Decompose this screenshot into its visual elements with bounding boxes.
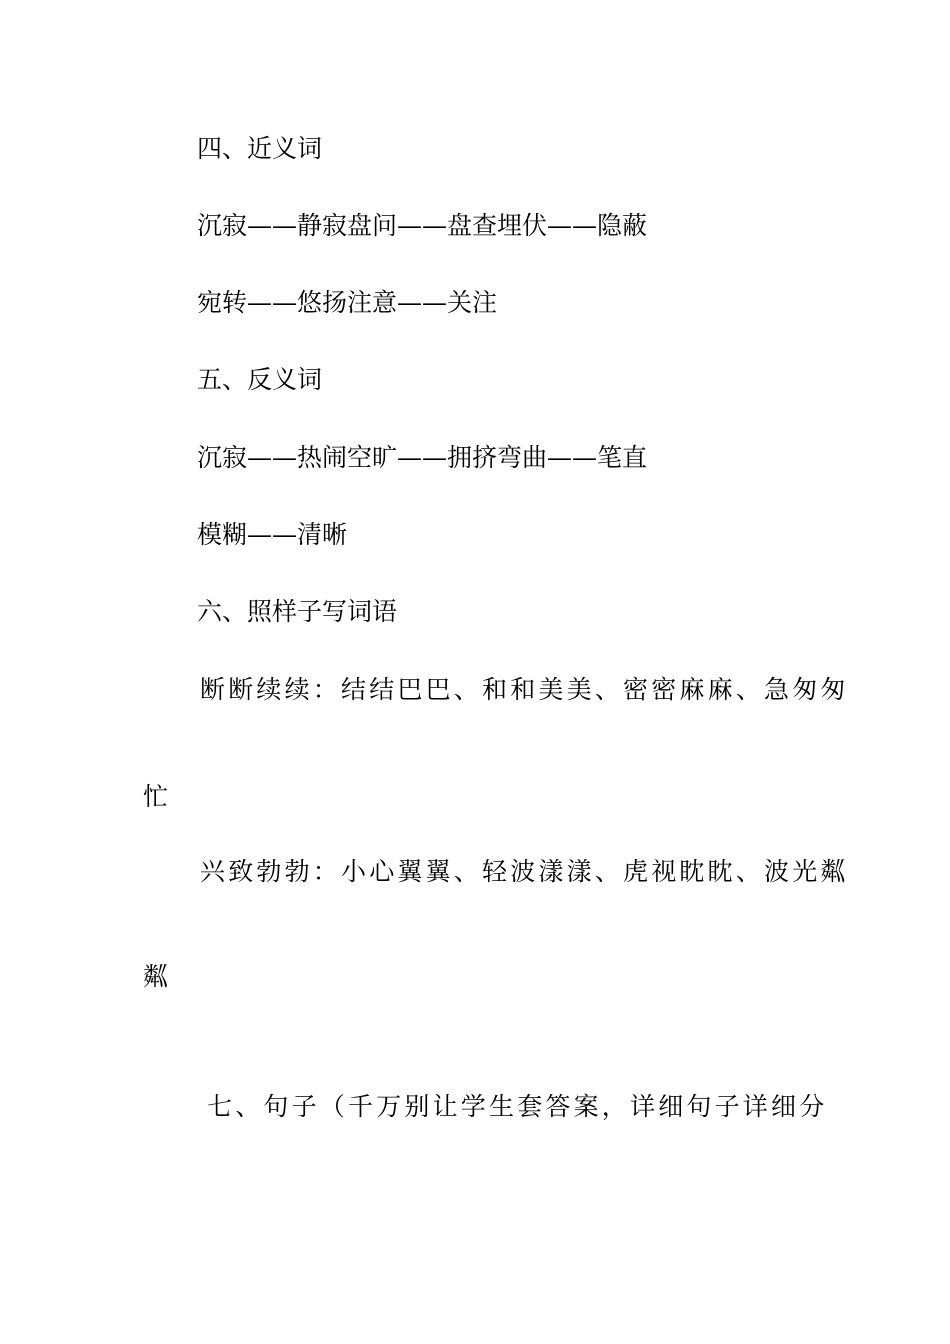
- heading-write-words: 六、照样子写词语: [197, 597, 398, 626]
- heading-sentences: 七、句子（千万别让学生套答案，详细句子详细分: [207, 1092, 828, 1121]
- antonym-line-1: 沉寂——热闹空旷——拥挤弯曲——笔直: [197, 443, 648, 472]
- example-line-1: 断断续续：结结巴巴、和和美美、密密麻麻、急匆匆: [200, 675, 849, 704]
- example-line-2-continued: 粼: [143, 962, 169, 991]
- example-line-2: 兴致勃勃：小心翼翼、轻波漾漾、虎视眈眈、波光粼: [200, 857, 849, 886]
- heading-antonyms: 五、反义词: [197, 365, 323, 394]
- heading-synonyms: 四、近义词: [197, 134, 323, 163]
- synonym-line-1: 沉寂——静寂盘问——盘查埋伏——隐蔽: [197, 211, 648, 240]
- synonym-line-2: 宛转——悠扬注意——关注: [197, 288, 498, 317]
- example-line-1-continued: 忙: [143, 782, 169, 811]
- antonym-line-2: 模糊——清晰: [197, 520, 348, 549]
